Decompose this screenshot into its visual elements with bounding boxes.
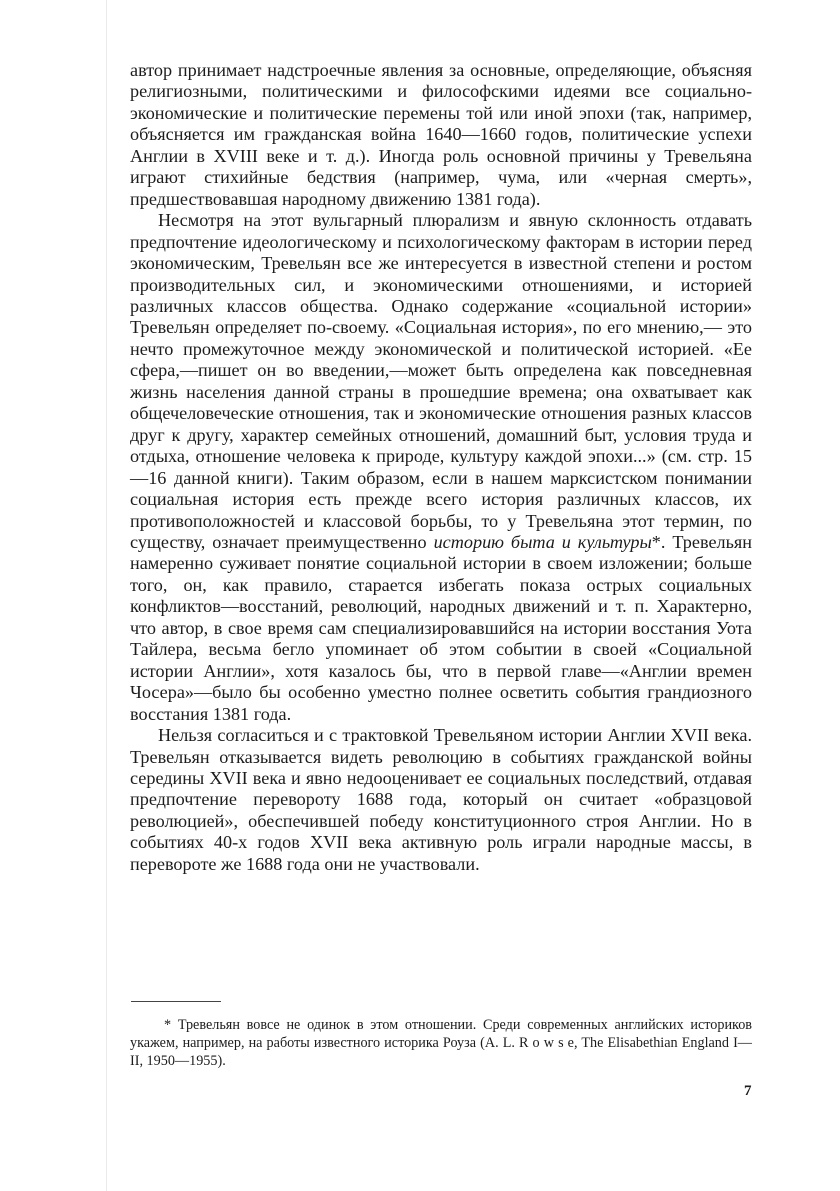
footnote-rule [131,1001,221,1002]
gutter-line [106,0,107,1191]
paragraph-2-part-2: *. Тревельян намеренно суживает понятие социальной истории в своем изложении; больше того, он, как правило, старается избегать показа острых социальных конфликтов—восстаний, революций, народных движений и т. п. Характерно, что автор, в свое время сам специализировавшийся на истории восстания Уота Тайлера, весьма бегло упоминает об этом событии в своей «Социальной истории Англии», хотя казалось бы, что в первой главе—«Англии времен Чосера»—было бы особенно уместно полнее осветить события грандиозного восстания 1381 года. [130,531,752,724]
main-text [130,60,752,875]
paragraph-2-italic: историю быта и культуры [433,531,652,552]
paragraph-1: автор принимает надстроечные явления за основные, определяющие, объясняя религиозными, политическими и философскими идеями все социально-экономические и политические перемены той или иной эпохи (так, например, объясняется им гражданская война 1640—1660 годов, политические успехи Англии в XVIII веке и т. д.). Иногда роль основной причины у Тревельяна играют стихийные бедствия (например, чума, или «черная смерть», предшествовавшая народному движению 1381 года). [130,60,752,209]
paragraph-3: Нельзя согласиться и с трактовкой Тревельяном истории Англии XVII века. Тревельян отказывается видеть революцию в событиях гражданской войны середины XVII века и явно недооценивает ее социальных последствий, отдавая предпочтение перевороту 1688 года, который он считает «образцовой революцией», обеспечившей победу конституционного строя Англии. Но в событиях 40-х годов XVII века активную роль играли народные массы, в перевороте же 1688 года они не участвовали. [130,725,752,874]
paragraph-2-part-1: Несмотря на этот вульгарный плюрализм и явную склонность отдавать предпочтение идеологическому и психологическому факторам в истории перед экономическим, Тревельян все же интересуется в известной степени и ростом производительных сил, и экономическими отношениями, и историей различных классов общества. Однако содержание «социальной истории» Тревельян определяет по-своему. «Социальная история», по его мнению,— это нечто промежуточное между экономической и политической историей. «Ее сфера,—пишет он во введении,—может быть определена как повседневная жизнь населения данной страны в прошедшие времена; она охватывает как общечеловеческие отношения, так и экономические отношения разных классов друг к другу, характер семейных отношений, домашний быт, условия труда и отдыха, отношение человека к природе, культуру каждой эпохи...» (см. стр. 15—16 данной книги). Таким образом, если в нашем марксистском понимании социальная история есть прежде всего история различных классов, их противоположностей и классовой борьбы, то у Тревельяна этот термин, по существу, означает преимущественно [130,210,752,552]
footnote: * Тревельян вовсе не одинок в этом отношении. Среди современных английских историков укажем, например, на работы известного историка Роуза (A. L. R o w s e, The Elisabethian England I—II, 1950—1955). [130,1017,752,1069]
page-number: 7 [744,1083,752,1099]
paragraph-2 [130,210,752,725]
